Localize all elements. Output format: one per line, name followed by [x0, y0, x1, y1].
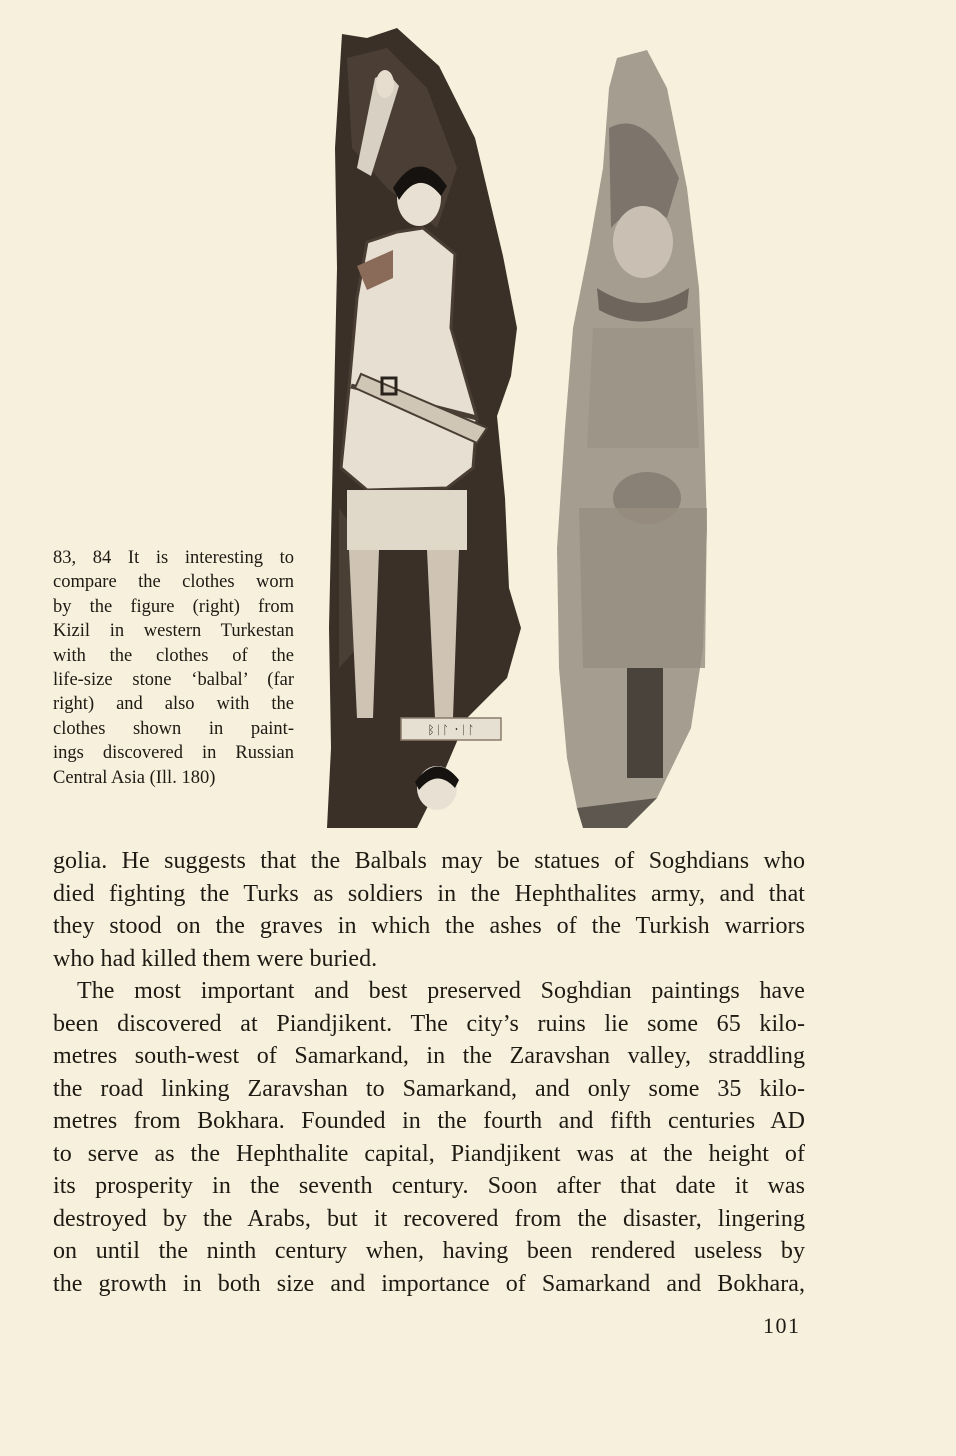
body-line: the growth in both size and importance of Samarkand and Bokhara, [53, 1270, 805, 1297]
figure-caption [53, 546, 294, 790]
caption-line: 83, 84 It is interesting to [53, 548, 294, 568]
body-line: metres south-west of Samarkand, in the Zaravshan valley, straddling [53, 1043, 805, 1069]
page-number: 101 [763, 1313, 801, 1338]
body-line: died fighting the Turks as soldiers in the Hephthalites army, and that [53, 880, 805, 907]
body-line: golia. He suggests that the Balbals may be statues of Soghdians who [53, 848, 805, 874]
body-line: been discovered at Piandjikent. The city’s ruins lie some 65 kilo- [53, 1010, 805, 1037]
body-line: its prosperity in the seventh century. Soon after that date it was [53, 1173, 805, 1199]
caption-line: ings discovered in Russian [53, 743, 294, 764]
caption-line: right) and also with the [53, 694, 294, 715]
body-line: the road linking Zaravshan to Samarkand, and only some 35 kilo- [53, 1075, 805, 1102]
body-text [53, 845, 805, 1300]
caption-line: by the figure (right) from [53, 596, 294, 617]
body-line: they stood on the graves in which the ashes of the Turkish warriors [53, 913, 805, 939]
body-line: The most important and best preserved Soghdian paintings have [77, 978, 805, 1004]
caption-line: clothes shown in paint- [53, 718, 294, 739]
body-line: destroyed by the Arabs, but it recovered from the disaster, lingering [53, 1205, 805, 1232]
illustration-plates [327, 28, 777, 828]
body-line: on until the ninth century when, having been rendered useless by [53, 1238, 805, 1264]
caption-line: compare the clothes worn [53, 572, 294, 593]
body-line: to serve as the Hephthalite capital, Piandjikent was at the height of [53, 1140, 805, 1167]
caption-line: Kizil in western Turkestan [53, 621, 294, 642]
stone-balbal-statue [557, 50, 707, 828]
wall-painting-fragment [327, 28, 521, 828]
caption-line: with the clothes of the [53, 645, 294, 666]
inscription-text: ᛒᛁᛚ ᛫ᛁᛚ [427, 723, 475, 737]
caption-line: life-size stone ‘balbal’ (far [53, 670, 294, 691]
body-line: who had killed them were buried. [53, 945, 378, 972]
body-line: metres from Bokhara. Founded in the fourth and fifth centuries AD [53, 1108, 805, 1134]
caption-line: Central Asia (Ill. 180) [53, 767, 216, 788]
